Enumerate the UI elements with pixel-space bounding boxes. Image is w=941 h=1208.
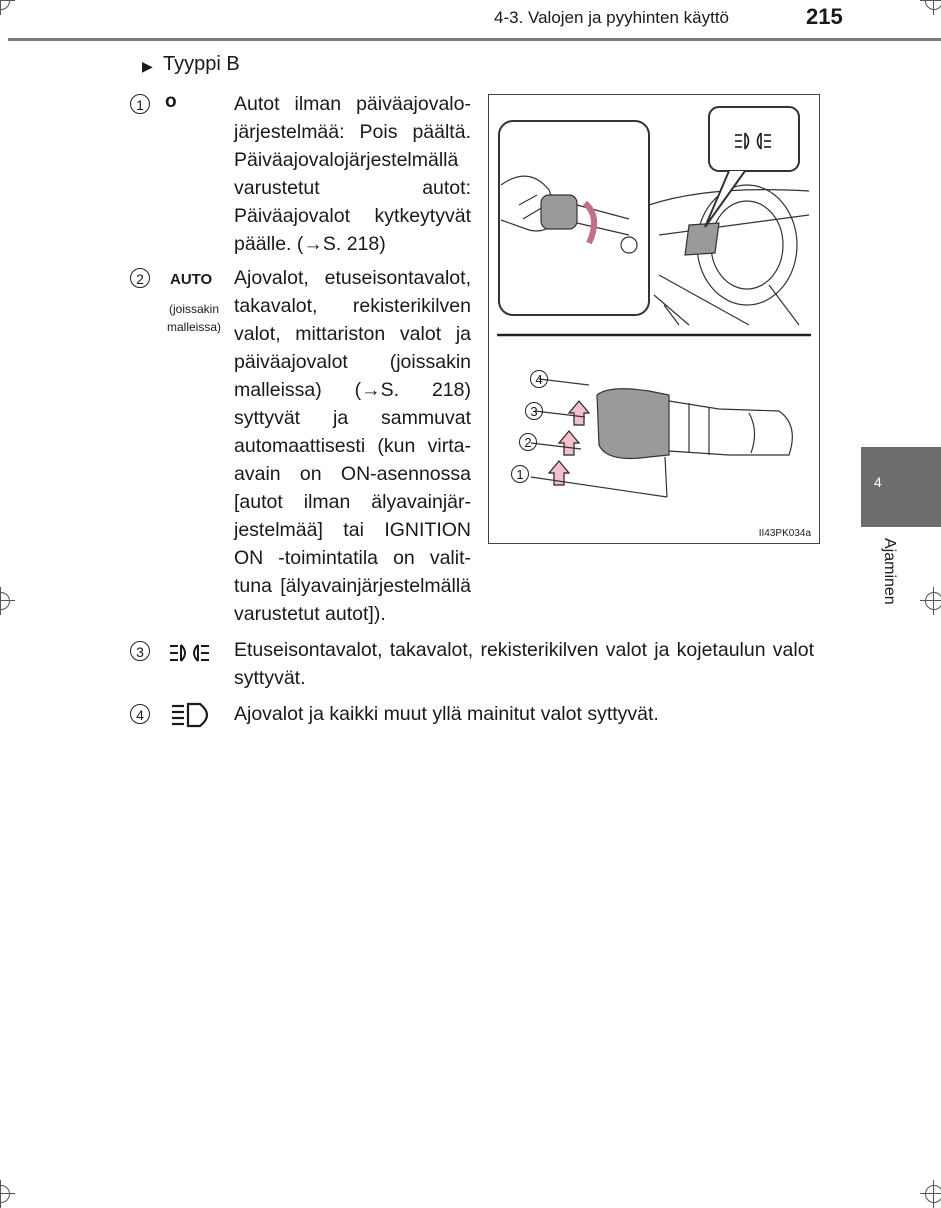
crop-mark-icon xyxy=(0,1185,10,1203)
header-rule xyxy=(8,38,941,41)
chapter-number: 4 xyxy=(874,474,882,490)
headlight-icon xyxy=(170,702,218,728)
chapter-tab xyxy=(861,447,941,527)
item-4-text: Ajovalot ja kaikki muut yllä mainitut valot syttyvät. xyxy=(234,703,659,725)
crop-mark-icon xyxy=(0,0,10,10)
crop-mark-icon xyxy=(925,592,941,610)
triangle-bullet-icon: ▶ xyxy=(142,58,153,74)
off-symbol: o xyxy=(165,91,177,112)
headlight-switch-drawing xyxy=(489,95,819,543)
parking-lights-icon xyxy=(168,641,216,665)
page-number: 215 xyxy=(806,4,843,29)
type-heading: Tyyppi B xyxy=(163,53,240,75)
item-3-text: Etuseisontavalot, takavalot, rekisterikilven valot ja kojetaulun valot syttyvät. xyxy=(234,639,814,689)
crop-mark-icon xyxy=(925,0,941,10)
model-note: (joissakin malleissa) xyxy=(166,302,221,334)
item-number: 2 xyxy=(130,268,150,288)
chapter-label: Ajaminen xyxy=(881,538,898,605)
position-label: 3 xyxy=(525,402,543,420)
position-label: 4 xyxy=(530,370,548,388)
figure-code: II43PK034a xyxy=(758,528,811,539)
position-label: 1 xyxy=(511,465,529,483)
position-label: 2 xyxy=(519,433,537,451)
switch-illustration xyxy=(488,94,820,544)
item-number: 1 xyxy=(130,94,150,114)
item-number: 4 xyxy=(130,704,150,724)
item-1-text: Autot ilman päiväajovalojärjestelmää: Pois päältä. Päiväajovalojärjestelmällä varustetut autot: Päiväajovalot kytkeytyvät päälle. (→S. 218) xyxy=(234,93,471,255)
item-2-text: Ajovalot, etuseisontavalot, takavalot, rekisterikilven valot, mittariston valot ja päiväajovalot (joissakin malleissa) (→S. 218) syttyvät ja sammuvat automaattisesti (kun virtaavain on ON-asennossa [autot ilman älyavainjärjestelmää] tai IGNITION ON -toimintatila on valittuna [älyavainjärjestelmällä varustetut autot]). xyxy=(234,267,471,625)
auto-symbol: AUTO xyxy=(170,271,213,288)
crop-mark-icon xyxy=(0,592,10,610)
item-number: 3 xyxy=(130,641,150,661)
crop-mark-icon xyxy=(925,1185,941,1203)
section-title: 4-3. Valojen ja pyyhinten käyttö xyxy=(494,8,729,27)
